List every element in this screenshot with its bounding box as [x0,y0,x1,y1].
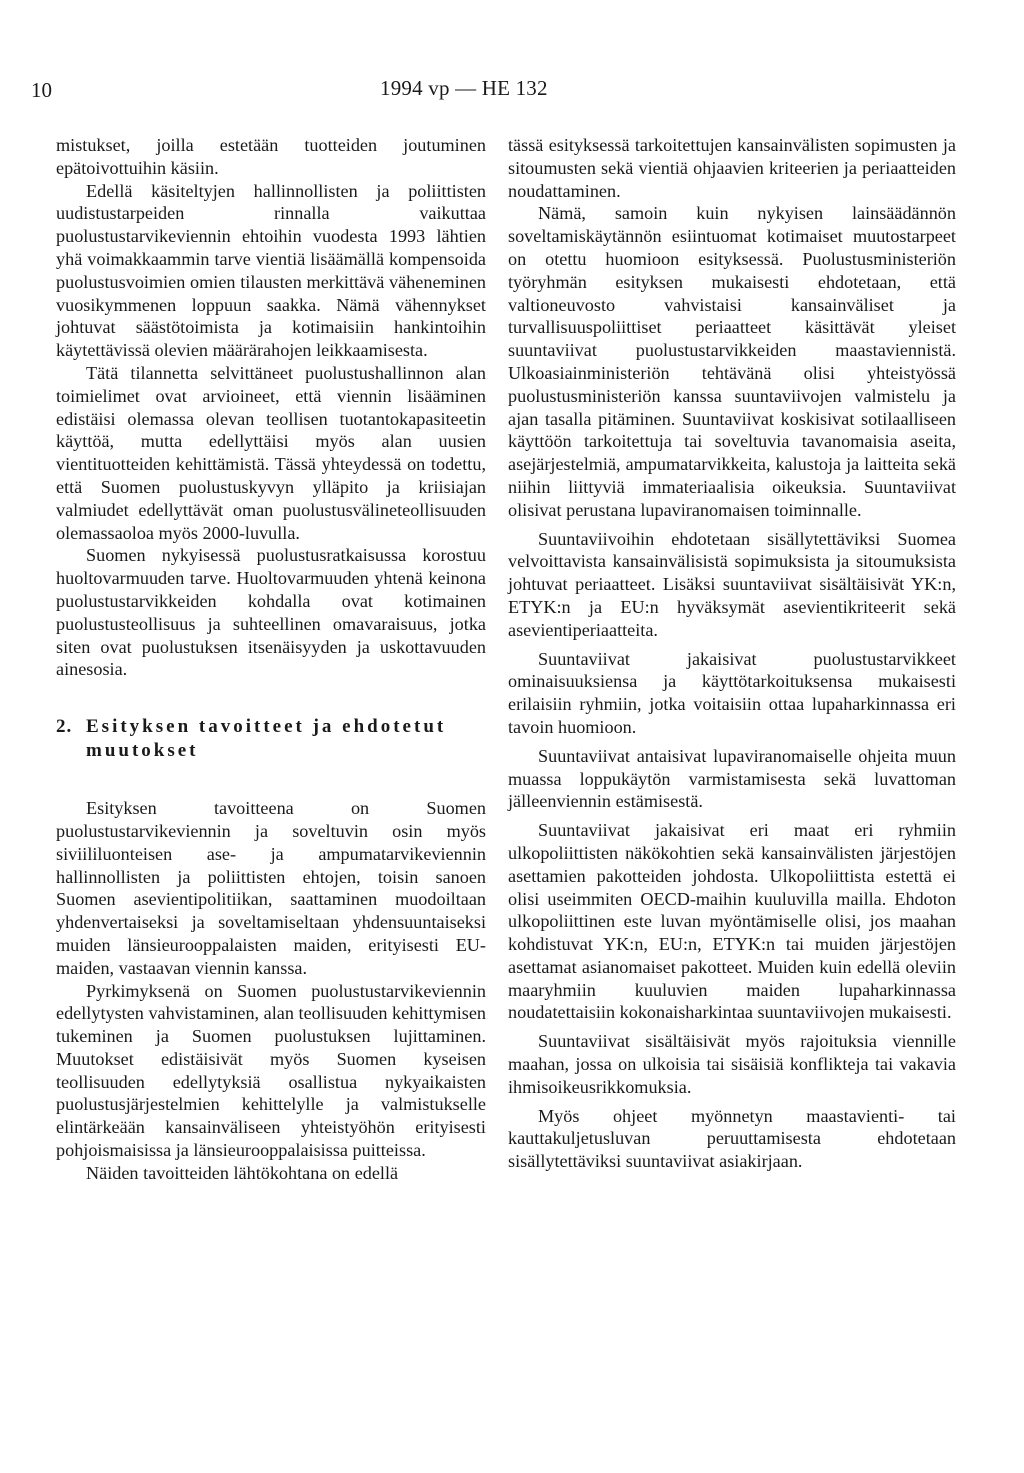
paragraph: Pyrkimyksenä on Suomen puolustustarvikeviennin edellytysten vahvistaminen, alan teollisuuden kehittymisen tukeminen ja Suomen puolustuksen lujittaminen. Muutokset edistäisivät myös Suomen kyseisen teollisuuden edellytyksiä osallistua nykyaikaisten puolustusjärjestelmien kehittelylle ja valmistukselle elintärkeään kansainväliseen yhteistyöhön erityisesti pohjoismaisissa ja länsieurooppalaisissa puitteissa. [56,980,486,1161]
running-title: 1994 vp — HE 132 [380,76,548,100]
paragraph: Myös ohjeet myönnetyn maastavienti- tai kauttakuljetusluvan peruuttamisesta ehdotetaan sisällytettäviksi suuntaviivat asiakirjaan. [508,1105,956,1172]
right-column [508,134,956,1173]
paragraph: Nämä, samoin kuin nykyisen lainsäädännön soveltamiskäytännön esiintuomat kotimaiset muutostarpeet on otettu huomioon esityksessä. Puolustusministeriön työryhmän esityksen mukaisesti ehdotetaan, että valtioneuvosto vahvistaisi kansainväliset ja turvallisuuspoliittiset periaatteet käsittävät yleiset suuntaviivat puolustustarvikkeiden maastaviennistä. Ulkoasiainministeriön tehtävänä olisi yhteistyössä puolustusministeriön kanssa suuntaviivojen valmistelu ja ajan tasalla pitäminen. Suuntaviivat koskisivat sotilaalliseen käyttöön tarkoitettuja tai soveltuvia tavanomaisia aseita, asejärjestelmiä, ampumatarvikkeita, kalustoja ja laitteita sekä niihin liittyviä immateriaalisia oikeuksia. Suuntaviivat olisivat perustana lupaviranomaisen toiminnalle. [508,203,956,520]
paragraph: Suomen nykyisessä puolustusratkaisussa korostuu huoltovarmuuden tarve. Huoltovarmuuden yhtenä keinona puolustustarvikkeiden kohdalla ovat kotimainen puolustusteollisuus ja suhteellinen omavaraisuus, jotka siten ovat puolustuksen itsenäisyyden ja uskottavuuden ainesosia. [56,545,486,680]
paragraph: Näiden tavoitteiden lähtökohtana on edellä [86,1162,399,1183]
section-number: 2. [56,716,73,738]
page-header [0,66,1024,106]
paragraph: Tätä tilannetta selvittäneet puolustushallinnon alan toimielimet ovat arvioineet, että viennin lisääminen edistäisi olemassa olevan teollisen tuotantokapasiteetin käyttöä, mutta edellyttäisi myös alan uusien vientituotteiden kehittämistä. Tässä yhteydessä on todettu, että Suomen puolustuskyvyn ylläpito ja kriisiajan valmiudet edellyttävät oman puolustusvälineteollisuuden olemassaoloa myös 2000-luvulla. [56,362,486,543]
paragraph: Suuntaviivat antaisivat lupaviranomaiselle ohjeita muun muassa loppukäytön varmistamisesta sekä luvattoman jälleenviennin estämisestä. [508,745,956,812]
paragraph: Suuntaviivat sisältäisivät myös rajoituksia viennille maahan, jossa on ulkoisia tai sisäisiä konflikteja tai vakavia ihmisoikeusrikkomuksia. [508,1031,956,1097]
paragraph: Suuntaviivat jakaisivat eri maat eri ryhmiin ulkopoliittisten näkökohtien sekä kansainvälisten järjestöjen asettamien pakotteiden johdosta. Ulkopoliittista estettä ei olisi useimmiten OECD-maihin kuuluvilla mailla. Ehdoton ulkopoliittinen este luvan myöntämiselle olisi, jos maahan kohdistuvat YK:n, EU:n, ETYK:n tai muiden järjestöjen asettamat asianomaiset pakotteet. Muiden kuin edellä oleviin maaryhmiin kuuluvien maiden lupaharkinnassa noudatettaisiin kokonaisharkintaa suuntaviivojen mukaisesti. [508,820,956,1023]
paragraph: Esityksen tavoitteena on Suomen puolustustarvikeviennin ja soveltuvin osin myös siviililuonteisen ase- ja ampumatarvikeviennin hallinnollisten ja poliittisten ehtojen, toisin sanoen Suomen asevientipolitiikan, saattaminen muodoiltaan yhdenvertaiseksi ja soveltamiseltaan yhdensuuntaiseksi muiden länsieurooppalaisten maiden, erityisesti EU-maiden, vastaavan viennin kanssa. [56,798,486,978]
section-title: Esityksen tavoitteet ja ehdotetut muutokset [86,716,447,762]
section-heading [56,715,486,763]
paragraph: tässä esityksessä tarkoitettujen kansainvälisten sopimusten ja sitoumusten sekä vientiä ohjaavien kriteerien ja periaatteiden noudattaminen. [508,135,956,201]
paragraph: Suuntaviivat jakaisivat puolustustarvikkeet ominaisuuksiensa ja käyttötarkoituksensa mukaisesti erilaisiin ryhmiin, jotka voitaisiin ottaa lupaharkinnassa eri tavoin huomioon. [508,648,956,737]
left-column [56,134,486,1185]
paragraph: mistukset, joilla estetään tuotteiden joutuminen epätoivottuihin käsiin. [56,135,486,178]
paragraph: Suuntaviivoihin ehdotetaan sisällytettäviksi Suomea velvoittavista kansainvälisistä sopimuksista ja sitoumuksista johtuvat periaatteet. Lisäksi suuntaviivat sisältäisivät YK:n, ETYK:n ja EU:n hyväksymät asevientikriteerit sekä asevientiperiaatteita. [508,528,956,640]
page-number: 10 [31,78,52,102]
paragraph: Edellä käsiteltyjen hallinnollisten ja poliittisten uudistustarpeiden rinnalla vaikuttaa puolustustarvikeviennin ehtoihin vuodesta 1993 lähtien yhä voimakkaammin tarve vientiä lisäämällä kompensoida puolustusvoimien omien tilausten merkittävä väheneminen vuosikymmenen loppuun saakka. Nämä vähennykset johtuvat säästötoimista ja kotimaisiin hankintoihin käytettävissä olevien määrärahojen leikkaamisesta. [56,180,486,361]
